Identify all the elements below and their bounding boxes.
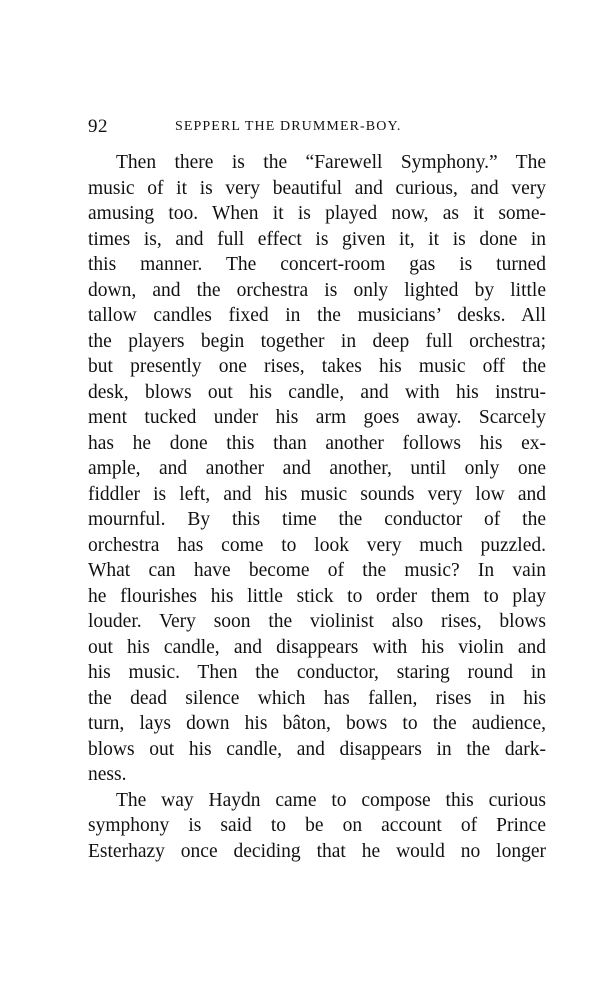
text-line: desk, blows out his candle, and with his instru- <box>88 381 546 403</box>
text-line: this manner. The concert-room gas is turned <box>88 254 546 275</box>
text-line: What can have become of the music? In vain <box>88 560 546 581</box>
text-line: mournful. By this time the conductor of the <box>88 509 546 530</box>
text-line: amusing too. When it is played now, as it some- <box>88 203 546 224</box>
running-title: SEPPERL THE DRUMMER-BOY. <box>175 119 402 134</box>
text-line: tallow candles fixed in the musicians’ desks. All <box>88 305 546 326</box>
text-line: his music. Then the conductor, staring round in <box>88 662 546 683</box>
text-line: orchestra has come to look very much puzzled. <box>88 534 546 556</box>
text-line: out his candle, and disappears with his violin and <box>88 636 546 658</box>
text-line: but presently one rises, takes his music off the <box>88 356 546 377</box>
text-line: Then there is the “Farewell Symphony.” The <box>116 152 546 173</box>
text-line: The way Haydn came to compose this curious <box>116 789 546 811</box>
text-line: the dead silence which has fallen, rises in his <box>88 687 546 709</box>
text-line: he flourishes his little stick to order them to play <box>88 585 546 607</box>
page-number: 92 <box>88 116 108 137</box>
text-line: has he done this than another follows his ex- <box>88 432 546 454</box>
text-line: ample, and another and another, until only one <box>88 458 546 479</box>
text-line: Esterhazy once deciding that he would no longer <box>88 840 546 862</box>
text-line: times is, and full effect is given it, it is done in <box>88 228 546 250</box>
text-line: louder. Very soon the violinist also rises, blows <box>88 611 546 632</box>
text-line: blows out his candle, and disappears in the dark- <box>88 738 546 760</box>
text-line: turn, lays down his bâton, bows to the audience, <box>88 713 546 734</box>
text-line: music of it is very beautiful and curious, and very <box>88 177 546 199</box>
paragraph-haydn-origin <box>88 788 546 865</box>
text-line: ment tucked under his arm goes away. Scarcely <box>88 407 546 428</box>
text-line: symphony is said to be on account of Prince <box>88 815 546 836</box>
running-head <box>88 116 548 142</box>
body-text <box>88 150 546 864</box>
text-line: the players begin together in deep full orchestra; <box>88 330 546 352</box>
text-line: down, and the orchestra is only lighted by little <box>88 279 546 301</box>
text-line: ness. <box>88 764 127 785</box>
text-line: fiddler is left, and his music sounds very low and <box>88 483 546 505</box>
paragraph-farewell-symphony <box>88 150 546 788</box>
